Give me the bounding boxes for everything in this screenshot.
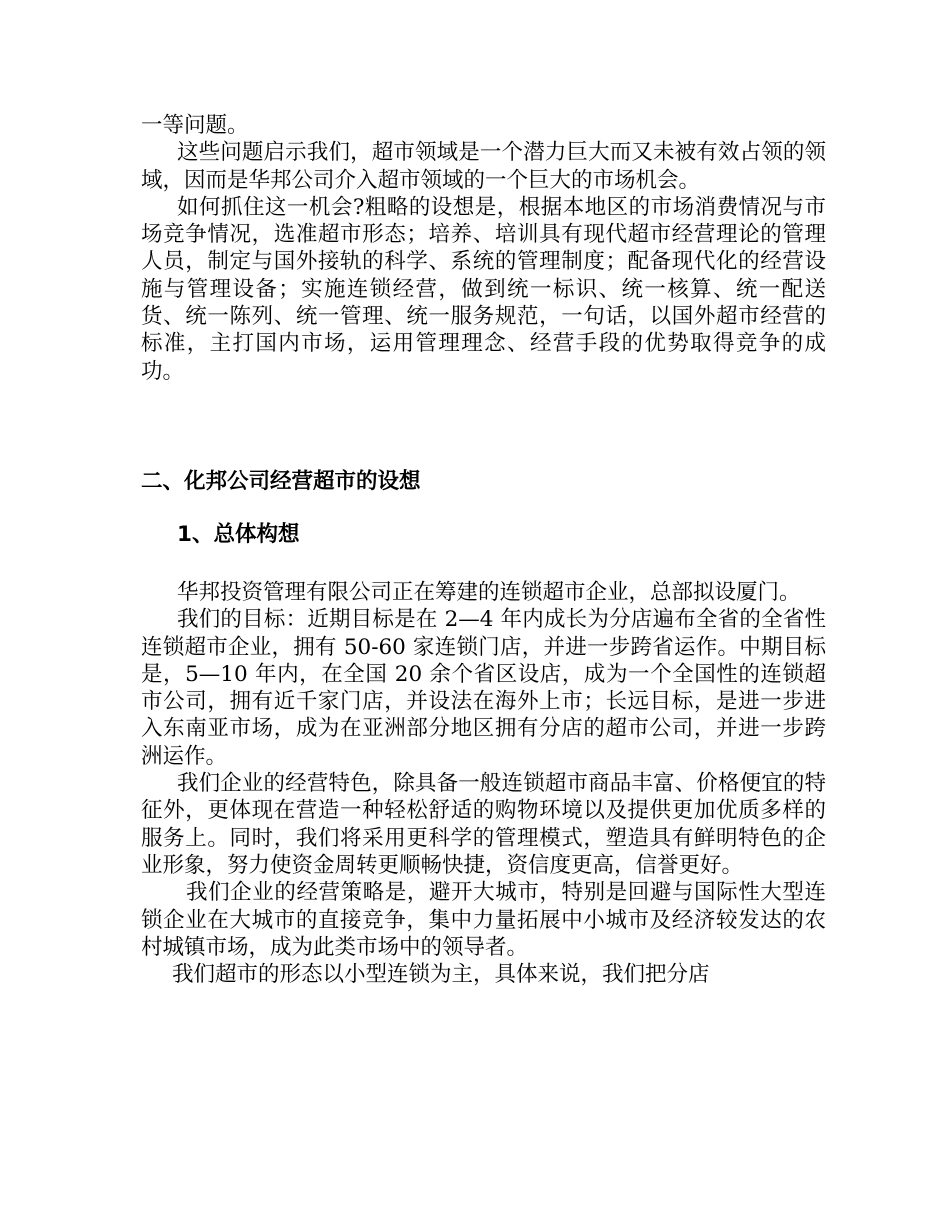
document-page — [141, 112, 826, 988]
paragraph-continuation: 一等问题。 — [141, 113, 249, 138]
paragraph-features: 我们企业的经营特色，除具备一般连锁超市商品丰富、价格便宜的特征外，更体现在营造一种轻松舒适的购物环境以及提供更加优质多样的服务上。同时，我们将采用更科学的管理模式，塑造具有鲜明特色的企业形象，努力使资金周转更顺畅快捷，资信度更高，信誉更好。 — [141, 771, 826, 878]
paragraph-business-strategy: 我们企业的经营策略是，避开大城市，特别是回避与国际性大型连锁企业在大城市的直接竞争，集中力量拓展中小城市及经济较发达的农村城镇市场，成为此类市场中的领导者。 — [141, 880, 826, 960]
paragraph-strategy-idea: 如何抓住这一机会?粗略的设想是，根据本地区的市场消费情况与市场竞争情况，选准超市形态；培养、培训具有现代超市经营理论的管理人员，制定与国外接轨的科学、系统的管理制度；配备现代化的经营设施与管理设备；实施连锁经营，做到统一标识、统一核算、统一配送货、统一陈列、统一管理、统一服务规范，一句话，以国外超市经营的标准，主打国内市场，运用管理理念、经营手段的优势取得竞争的成功。 — [141, 194, 826, 384]
paragraph-store-format: 我们超市的形态以小型连锁为主，具体来说，我们把分店 — [172, 962, 710, 988]
section-heading: 二、化邦公司经营超市的设想 — [141, 468, 421, 494]
paragraph-goals: 我们的目标：近期目标是在 2—4 年内成长为分店遍布全省的全省性连锁超市企业，拥有 50-60 家连锁门店，并进一步跨省运作。中期目标是，5—10 年内，在全国 20 余个省区设店，成为一个全国性的连锁超市公司，拥有近千家门店，并设法在海外上市；长远目标，是进一步进入东南亚市场，成为在亚洲部分地区拥有分店的超市公司，并进一步跨洲运作。 — [141, 607, 826, 769]
paragraph-company-setup: 华邦投资管理有限公司正在筹建的连锁超市企业，总部拟设厦门。 — [177, 579, 801, 605]
paragraph-opportunity: 这些问题启示我们，超市领域是一个潜力巨大而又未被有效占领的领域，因而是华邦公司介入超市领域的一个巨大的市场机会。 — [141, 140, 826, 193]
subsection-heading: 1、总体构想 — [177, 521, 300, 547]
